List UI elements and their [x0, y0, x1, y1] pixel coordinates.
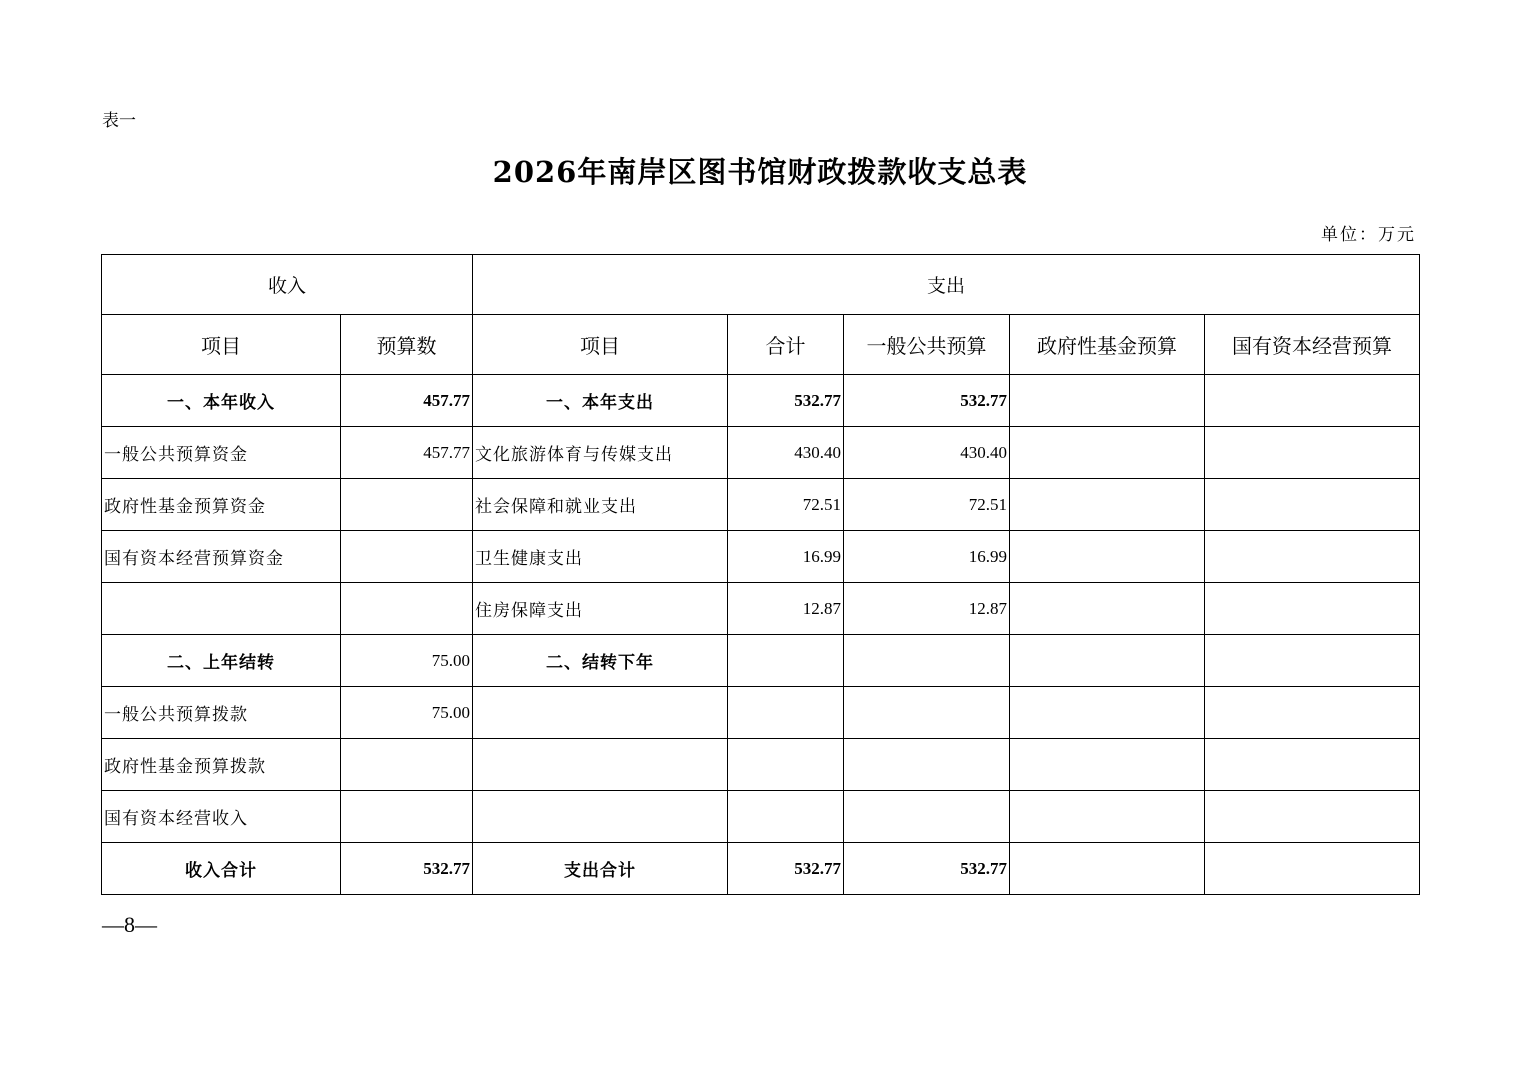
income-item-header: 项目	[102, 315, 341, 375]
expense-general-total: 532.77	[844, 843, 1010, 895]
expense-item: 一、本年支出	[473, 375, 728, 427]
gov-fund-header: 政府性基金预算	[1010, 315, 1205, 375]
expense-general: 532.77	[844, 375, 1010, 427]
expense-total	[728, 687, 844, 739]
expense-total: 430.40	[728, 427, 844, 479]
expense-item-header: 项目	[473, 315, 728, 375]
income-item: 政府性基金预算拨款	[102, 739, 341, 791]
expense-general: 16.99	[844, 531, 1010, 583]
table-row	[102, 375, 1420, 427]
unit-note: 单位：万元	[1321, 225, 1416, 245]
income-item: 国有资本经营收入	[102, 791, 341, 843]
expense-capital	[1205, 375, 1420, 427]
expense-capital	[1205, 531, 1420, 583]
expense-capital	[1205, 427, 1420, 479]
expense-item: 二、结转下年	[473, 635, 728, 687]
expense-header: 支出	[473, 255, 1420, 315]
budget-table	[101, 254, 1420, 895]
income-amount: 75.00	[341, 635, 473, 687]
expense-fund	[1010, 739, 1205, 791]
income-item: 一般公共预算资金	[102, 427, 341, 479]
table-row	[102, 427, 1420, 479]
expense-total: 532.77	[728, 375, 844, 427]
expense-fund	[1010, 687, 1205, 739]
income-item: 二、上年结转	[102, 635, 341, 687]
table-row	[102, 739, 1420, 791]
table-row	[102, 531, 1420, 583]
expense-capital	[1205, 479, 1420, 531]
income-amount	[341, 791, 473, 843]
income-amount	[341, 739, 473, 791]
income-item	[102, 583, 341, 635]
table-label: 表一	[102, 111, 136, 131]
expense-general	[844, 791, 1010, 843]
header-row-columns	[102, 315, 1420, 375]
expense-capital	[1205, 583, 1420, 635]
expense-total	[728, 791, 844, 843]
document-title: 2026年南岸区图书馆财政拨款收支总表	[492, 155, 1028, 189]
expense-general: 430.40	[844, 427, 1010, 479]
income-amount	[341, 479, 473, 531]
expense-general	[844, 635, 1010, 687]
expense-total: 72.51	[728, 479, 844, 531]
expense-item: 卫生健康支出	[473, 531, 728, 583]
expense-total-amount: 532.77	[728, 843, 844, 895]
expense-item	[473, 791, 728, 843]
expense-general: 12.87	[844, 583, 1010, 635]
expense-fund	[1010, 531, 1205, 583]
expense-general	[844, 739, 1010, 791]
income-budget-header: 预算数	[341, 315, 473, 375]
expense-total	[728, 635, 844, 687]
expense-total: 16.99	[728, 531, 844, 583]
expense-capital	[1205, 687, 1420, 739]
expense-fund-total	[1010, 843, 1205, 895]
expense-total	[728, 739, 844, 791]
income-item: 国有资本经营预算资金	[102, 531, 341, 583]
expense-fund	[1010, 635, 1205, 687]
totals-row	[102, 843, 1420, 895]
income-total-label: 收入合计	[102, 843, 341, 895]
expense-fund	[1010, 427, 1205, 479]
income-total-amount: 532.77	[341, 843, 473, 895]
table-row	[102, 479, 1420, 531]
expense-capital	[1205, 791, 1420, 843]
expense-item	[473, 739, 728, 791]
header-row-group	[102, 255, 1420, 315]
expense-fund	[1010, 375, 1205, 427]
table-row	[102, 635, 1420, 687]
page-number: —8—	[102, 912, 157, 937]
state-capital-header: 国有资本经营预算	[1205, 315, 1420, 375]
income-item: 政府性基金预算资金	[102, 479, 341, 531]
income-amount: 75.00	[341, 687, 473, 739]
expense-item: 文化旅游体育与传媒支出	[473, 427, 728, 479]
expense-total-header: 合计	[728, 315, 844, 375]
expense-fund	[1010, 583, 1205, 635]
expense-fund	[1010, 479, 1205, 531]
table-row	[102, 687, 1420, 739]
income-item: 一般公共预算拨款	[102, 687, 341, 739]
income-amount: 457.77	[341, 427, 473, 479]
expense-item: 住房保障支出	[473, 583, 728, 635]
income-amount: 457.77	[341, 375, 473, 427]
general-public-header: 一般公共预算	[844, 315, 1010, 375]
expense-item: 社会保障和就业支出	[473, 479, 728, 531]
table-row	[102, 791, 1420, 843]
expense-general	[844, 687, 1010, 739]
income-amount	[341, 531, 473, 583]
expense-total-label: 支出合计	[473, 843, 728, 895]
expense-capital-total	[1205, 843, 1420, 895]
expense-total: 12.87	[728, 583, 844, 635]
table-row	[102, 583, 1420, 635]
income-item: 一、本年收入	[102, 375, 341, 427]
expense-item	[473, 687, 728, 739]
expense-capital	[1205, 635, 1420, 687]
income-amount	[341, 583, 473, 635]
expense-capital	[1205, 739, 1420, 791]
income-header: 收入	[102, 255, 473, 315]
expense-general: 72.51	[844, 479, 1010, 531]
expense-fund	[1010, 791, 1205, 843]
